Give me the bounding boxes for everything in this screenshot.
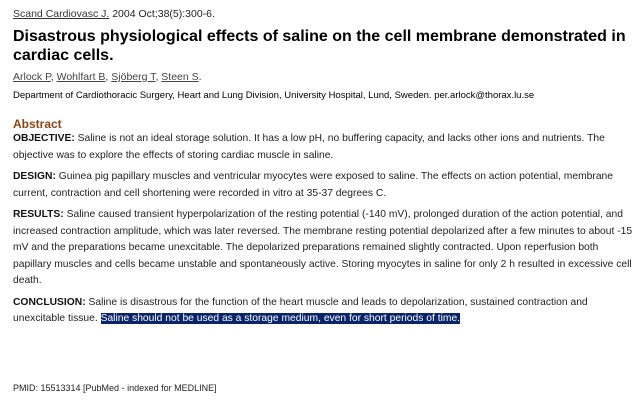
design-paragraph	[13, 169, 633, 202]
abstract-page	[13, 8, 633, 328]
pmid-line: PMID: 15513314 [PubMed - indexed for MEDLINE]	[13, 383, 217, 393]
objective-label: OBJECTIVE:	[13, 133, 75, 144]
design-text: Guinea pig papillary muscles and ventricular myocytes were exposed to saline. The effects on action potential, membrane current, contraction and cell shortening were recorded in vitro at 35-37 degrees C.	[13, 171, 614, 199]
citation-line	[13, 8, 633, 21]
author-link[interactable]: Steen S	[161, 71, 199, 83]
conclusion-text: Saline is disastrous for the function of the heart muscle and leads to depolarization, sustained contraction and unexcitable tissue.	[13, 296, 588, 324]
article-title: Disastrous physiological effects of saline on the cell membrane demonstrated in cardiac cells.	[13, 28, 626, 64]
citation-details: 2004 Oct;38(5):300-6.	[109, 8, 215, 20]
objective-paragraph	[13, 131, 633, 164]
design-label: DESIGN:	[13, 171, 56, 182]
author-list: Arlock P, Wohlfart B, Sjöberg T, Steen S.	[13, 71, 202, 83]
author-link[interactable]: Arlock P	[13, 71, 51, 83]
objective-text: Saline is not an ideal storage solution. It has a low pH, no buffering capacity, and lacks other ions and nutrients. The objective was to explore the effects of storing cardiac muscle in saline.	[13, 133, 605, 161]
selected-text[interactable]: Saline should not be used as a storage medium, even for short periods of time.	[100, 313, 461, 324]
results-label: RESULTS:	[13, 209, 64, 220]
journal-link[interactable]: Scand Cardiovasc J.	[13, 8, 110, 20]
conclusion-paragraph	[13, 295, 633, 328]
results-paragraph	[13, 207, 633, 290]
affiliation: Department of Cardiothoracic Surgery, Heart and Lung Division, University Hospital, Lund, Sweden. per.arlock@thorax.lu.se	[13, 90, 535, 101]
results-text: Saline caused transient hyperpolarization of the resting potential (-140 mV), prolonged duration of the action potential, and increased contraction amplitude, which was later reversed. The membrane resting potential depolarized after a few minutes to about -15 mV and the preparations became unexcitable. The depolarized preparations remained slightly contracted. Upon reperfusion both papillary muscles and cells became unstable and spontaneously active. Storing myocytes in saline for only 2 h resulted in excessive cell death.	[13, 209, 633, 286]
author-link[interactable]: Sjöberg T	[111, 71, 156, 83]
abstract-heading: Abstract	[13, 117, 62, 131]
conclusion-label: CONCLUSION:	[13, 296, 86, 308]
author-link[interactable]: Wohlfart B	[56, 71, 106, 83]
